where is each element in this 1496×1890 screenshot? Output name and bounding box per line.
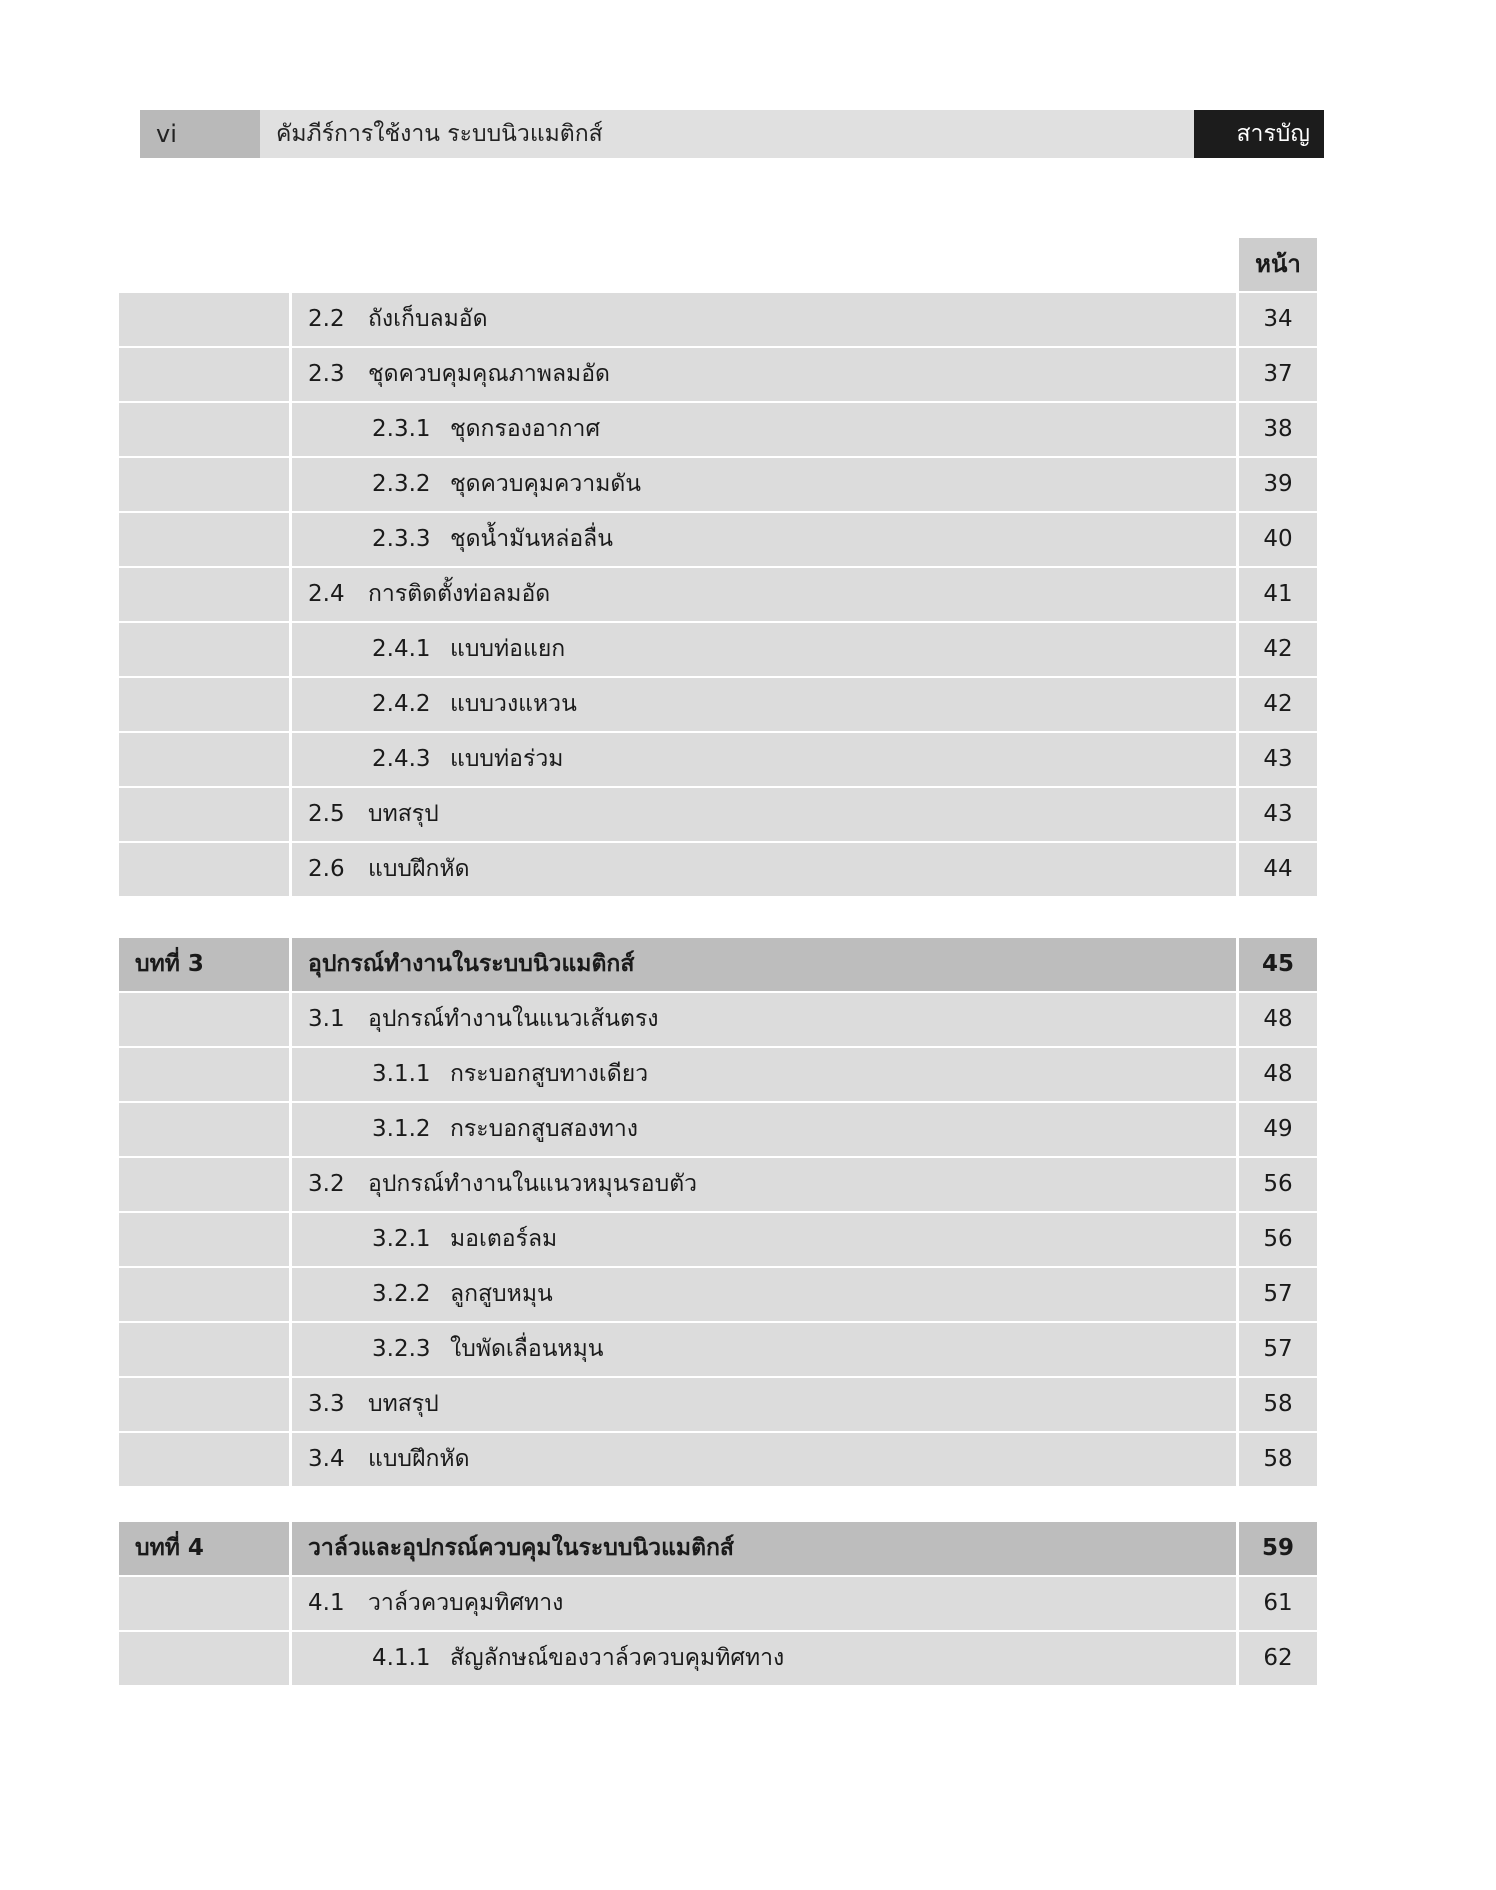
section-number: 2.4.1 [372, 636, 431, 662]
section-page: 58 [1239, 1378, 1317, 1431]
toc-row [119, 458, 1317, 513]
toc-row [119, 1378, 1317, 1433]
toc-entry-cell [292, 733, 1236, 786]
toc-row-spacer [119, 733, 289, 786]
toc-row [119, 403, 1317, 458]
toc-row [119, 1577, 1317, 1632]
chapter-label: บทที่ 3 [119, 938, 289, 991]
section-number: 3.4 [308, 1446, 345, 1472]
section-number: 2.4.2 [372, 691, 431, 717]
toc-row [119, 1433, 1317, 1488]
section-title: บทสรุป [368, 1391, 439, 1417]
section-title: มอเตอร์ลม [450, 1226, 558, 1252]
toc-entry-cell [292, 1577, 1236, 1630]
section-title: ลูกสูบหมุน [450, 1281, 553, 1307]
toc-row [119, 1213, 1317, 1268]
toc-row [119, 993, 1317, 1048]
toc-entry-cell [292, 458, 1236, 511]
toc-entry-cell [292, 623, 1236, 676]
toc-row-spacer [119, 993, 289, 1046]
toc-row [119, 623, 1317, 678]
toc-row-spacer [119, 1632, 289, 1685]
section-number: 4.1 [308, 1590, 345, 1616]
chapter-label: บทที่ 4 [119, 1522, 289, 1575]
toc-entry-cell [292, 993, 1236, 1046]
section-number: 4.1.1 [372, 1645, 431, 1671]
toc-row-spacer [119, 403, 289, 456]
section-number: 3.2 [308, 1171, 345, 1197]
section-page: 57 [1239, 1268, 1317, 1321]
section-number: 3.2.3 [372, 1336, 431, 1362]
toc-entry-cell [292, 1268, 1236, 1321]
section-page: 58 [1239, 1433, 1317, 1486]
toc-entry-cell [292, 568, 1236, 621]
toc-entry-cell [292, 1048, 1236, 1101]
section-number: 2.6 [308, 856, 345, 882]
section-page: 34 [1239, 293, 1317, 346]
section-page: 61 [1239, 1577, 1317, 1630]
section-title: บทสรุป [368, 801, 439, 827]
toc-row-spacer [119, 513, 289, 566]
toc-entry-cell [292, 348, 1236, 401]
section-page: 56 [1239, 1158, 1317, 1211]
section-title: อุปกรณ์ทำงานในแนวหมุนรอบตัว [368, 1171, 698, 1197]
toc-row-spacer [119, 1213, 289, 1266]
page-header [140, 110, 1324, 158]
chapter-title-cell [292, 938, 1236, 991]
section-title: วาล์วควบคุมทิศทาง [368, 1590, 564, 1616]
toc-row [119, 1268, 1317, 1323]
section-number: 2.4 [308, 581, 345, 607]
toc-row [119, 1632, 1317, 1687]
section-number: 2.3.1 [372, 416, 431, 442]
section-number: 3.1.1 [372, 1061, 431, 1087]
toc-row [119, 1048, 1317, 1103]
section-title: ชุดควบคุมความดัน [450, 471, 642, 497]
toc-entry-cell [292, 788, 1236, 841]
section-title: ชุดน้ำมันหล่อลื่น [450, 526, 613, 552]
section-number: 2.5 [308, 801, 345, 827]
section-title: แบบวงแหวน [450, 691, 577, 717]
toc-row [119, 733, 1317, 788]
section-number: 3.1 [308, 1006, 345, 1032]
toc-row-spacer [119, 1378, 289, 1431]
section-page: 40 [1239, 513, 1317, 566]
toc-row [119, 788, 1317, 843]
toc-entry-cell [292, 1158, 1236, 1211]
section-title: แบบท่อร่วม [450, 746, 564, 772]
chapter-row [119, 1522, 1317, 1577]
toc-entry-cell [292, 1103, 1236, 1156]
section-number: 2.2 [308, 306, 345, 332]
section-title: การติดตั้งท่อลมอัด [368, 581, 551, 607]
section-number: 2.3.2 [372, 471, 431, 497]
section-title: แบบฝึกหัด [368, 856, 470, 882]
section-page: 41 [1239, 568, 1317, 621]
section-number: 2.3 [308, 361, 345, 387]
page-number: vi [140, 110, 260, 158]
toc-row-spacer [119, 678, 289, 731]
toc-entry-cell [292, 403, 1236, 456]
section-page: 56 [1239, 1213, 1317, 1266]
section-page: 42 [1239, 678, 1317, 731]
section-page: 49 [1239, 1103, 1317, 1156]
section-title: แบบฝึกหัด [368, 1446, 470, 1472]
toc-row-spacer [119, 348, 289, 401]
section-page: 48 [1239, 993, 1317, 1046]
toc-row [119, 843, 1317, 898]
section-number: 2.3.3 [372, 526, 431, 552]
toc-entry-cell [292, 1213, 1236, 1266]
chapter-row [119, 938, 1317, 993]
toc-group-chapter-2 [119, 293, 1317, 898]
toc-entry-cell [292, 1433, 1236, 1486]
section-page: 43 [1239, 788, 1317, 841]
section-title: แบบท่อแยก [450, 636, 566, 662]
section-title: ใบพัดเลื่อนหมุน [450, 1336, 604, 1362]
section-page: 57 [1239, 1323, 1317, 1376]
toc-row-spacer [119, 1433, 289, 1486]
section-page: 37 [1239, 348, 1317, 401]
toc-row [119, 568, 1317, 623]
section-title: ถังเก็บลมอัด [368, 306, 488, 332]
toc-row [119, 293, 1317, 348]
toc-row-spacer [119, 568, 289, 621]
section-number: 3.3 [308, 1391, 345, 1417]
toc-entry-cell [292, 1378, 1236, 1431]
toc-entry-cell [292, 293, 1236, 346]
toc-row [119, 1158, 1317, 1213]
toc-entry-cell [292, 678, 1236, 731]
section-page: 44 [1239, 843, 1317, 896]
toc-group-chapter-3 [119, 938, 1317, 1488]
section-page: 38 [1239, 403, 1317, 456]
toc-row-spacer [119, 1323, 289, 1376]
toc-row [119, 348, 1317, 403]
toc-row-spacer [119, 623, 289, 676]
toc-entry-cell [292, 1632, 1236, 1685]
toc-entry-cell [292, 513, 1236, 566]
chapter-page: 45 [1239, 938, 1317, 991]
section-title: สารบัญ [1194, 110, 1324, 158]
page-column-label: หน้า [1239, 238, 1317, 291]
section-page: 48 [1239, 1048, 1317, 1101]
section-number: 3.1.2 [372, 1116, 431, 1142]
section-page: 42 [1239, 623, 1317, 676]
section-title: อุปกรณ์ทำงานในแนวเส้นตรง [368, 1006, 659, 1032]
chapter-title: วาล์วและอุปกรณ์ควบคุมในระบบนิวแมติกส์ [308, 1535, 734, 1561]
toc-row-spacer [119, 293, 289, 346]
toc-row-spacer [119, 1048, 289, 1101]
section-title: ชุดควบคุมคุณภาพลมอัด [368, 361, 610, 387]
toc-row-spacer [119, 788, 289, 841]
section-title: กระบอกสูบทางเดียว [450, 1061, 649, 1087]
toc-row [119, 678, 1317, 733]
chapter-title-cell [292, 1522, 1236, 1575]
toc-row-spacer [119, 1158, 289, 1211]
toc-row-spacer [119, 458, 289, 511]
toc-entry-cell [292, 843, 1236, 896]
section-page: 39 [1239, 458, 1317, 511]
toc-entry-cell [292, 1323, 1236, 1376]
section-number: 3.2.1 [372, 1226, 431, 1252]
section-number: 2.4.3 [372, 746, 431, 772]
toc-row [119, 513, 1317, 568]
toc-row-spacer [119, 843, 289, 896]
toc-row [119, 1103, 1317, 1158]
toc-row-spacer [119, 1577, 289, 1630]
chapter-title: อุปกรณ์ทำงานในระบบนิวแมติกส์ [308, 951, 635, 977]
section-title: ชุดกรองอากาศ [450, 416, 601, 442]
toc-group-chapter-4 [119, 1522, 1317, 1687]
section-title: กระบอกสูบสองทาง [450, 1116, 638, 1142]
section-title: สัญลักษณ์ของวาล์วควบคุมทิศทาง [450, 1645, 785, 1671]
toc-row-spacer [119, 1103, 289, 1156]
book-title: คัมภีร์การใช้งาน ระบบนิวแมติกส์ [260, 110, 1194, 158]
toc-row-spacer [119, 1268, 289, 1321]
section-page: 62 [1239, 1632, 1317, 1685]
section-number: 3.2.2 [372, 1281, 431, 1307]
section-page: 43 [1239, 733, 1317, 786]
chapter-page: 59 [1239, 1522, 1317, 1575]
toc-row [119, 1323, 1317, 1378]
